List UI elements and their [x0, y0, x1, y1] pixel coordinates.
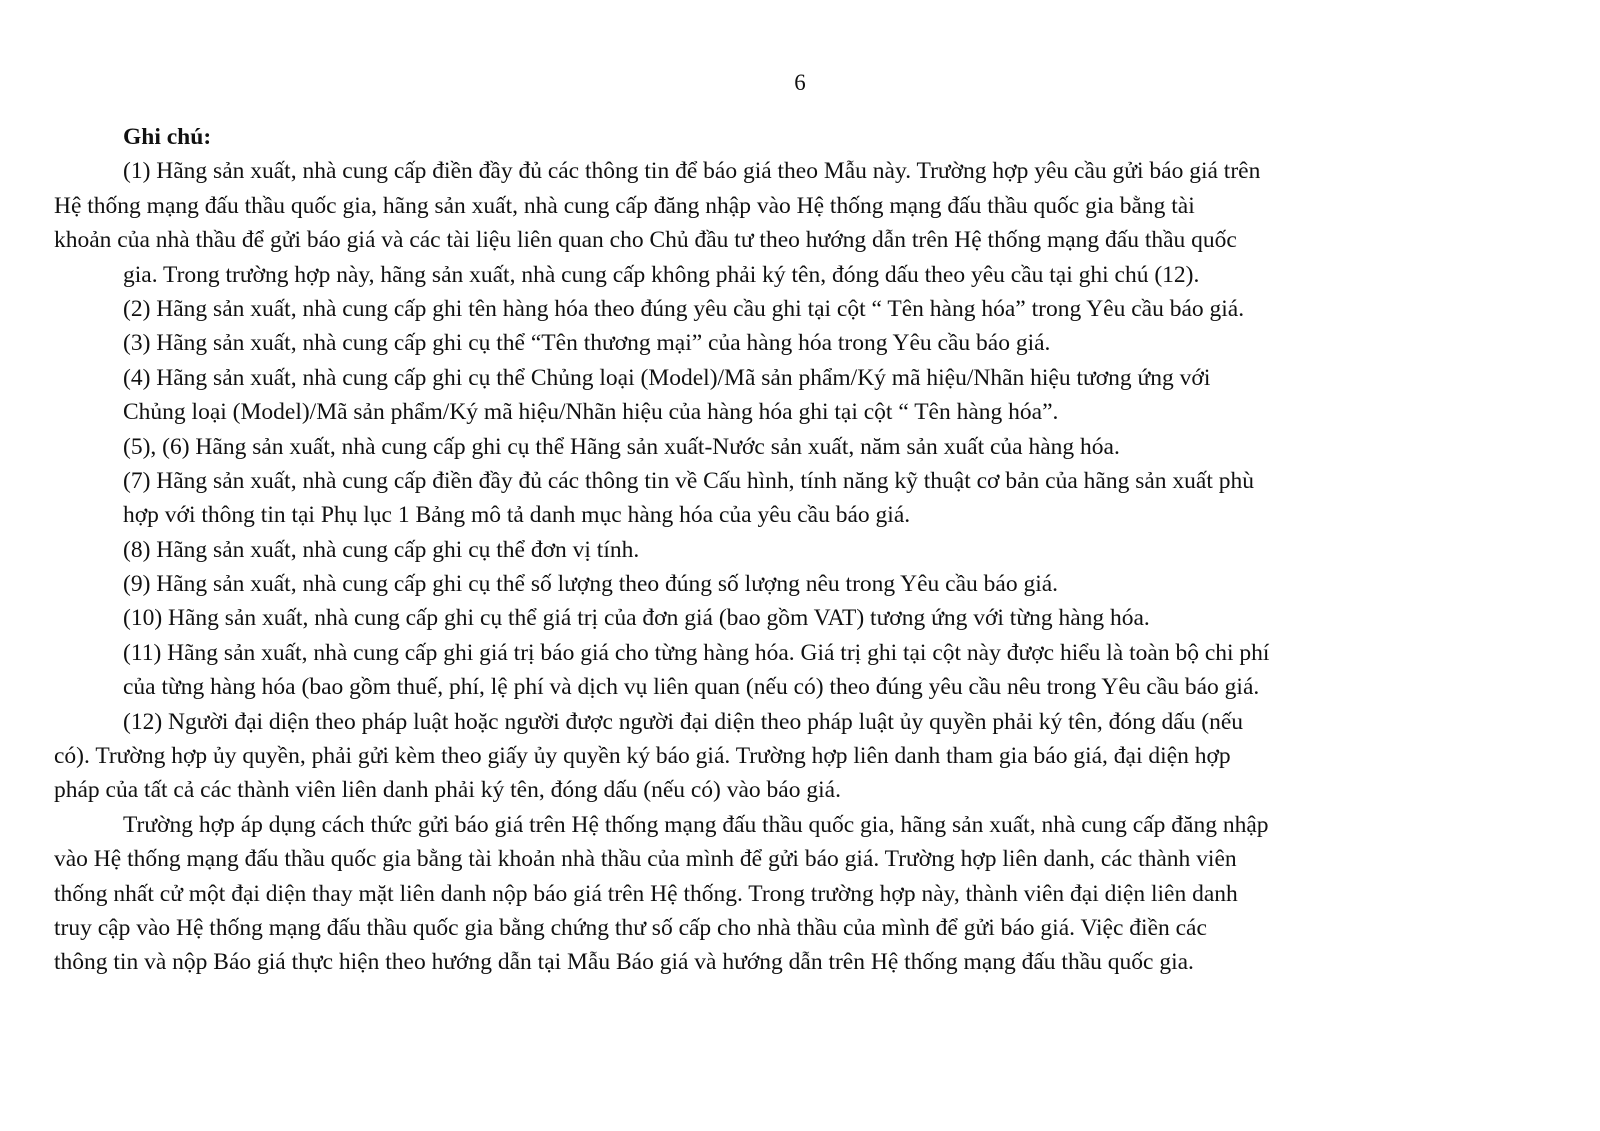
text-line: hợp với thông tin tại Phụ lục 1 Bảng mô tả danh mục hàng hóa của yêu cầu báo giá.	[123, 502, 911, 529]
text-line: (7) Hãng sản xuất, nhà cung cấp điền đầy đủ các thông tin về Cấu hình, tính năng kỹ thuật cơ bản của hãng sản xuất phù	[123, 467, 1254, 494]
text-line: có). Trường hợp ủy quyền, phải gửi kèm theo giấy ủy quyền ký báo giá. Trường hợp liên danh tham gia báo giá, đại diện hợp	[54, 743, 1231, 770]
text-line: (12) Người đại diện theo pháp luật hoặc người được người đại diện theo pháp luật ủy quyền phải ký tên, đóng dấu (nếu	[123, 708, 1244, 735]
notes-body	[54, 154, 1434, 979]
text-line: Chủng loại (Model)/Mã sản phẩm/Ký mã hiệu/Nhãn hiệu của hàng hóa ghi tại cột “ Tên hàng hóa”.	[123, 399, 1059, 426]
text-line: truy cập vào Hệ thống mạng đấu thầu quốc gia bằng chứng thư số cấp cho nhà thầu của mình để gửi báo giá. Việc điền các	[54, 914, 1207, 941]
text-line: vào Hệ thống mạng đấu thầu quốc gia bằng tài khoản nhà thầu của mình để gửi báo giá. Trường hợp liên danh, các thành viên	[54, 846, 1237, 873]
text-line: (3) Hãng sản xuất, nhà cung cấp ghi cụ thể “Tên thương mại” của hàng hóa trong Yêu cầu báo giá.	[123, 330, 1051, 357]
notes-heading: Ghi chú:	[123, 124, 212, 150]
text-line: của từng hàng hóa (bao gồm thuế, phí, lệ phí và dịch vụ liên quan (nếu có) theo đúng yêu cầu nêu trong Yêu cầu báo giá.	[123, 674, 1260, 701]
text-line: thống nhất cử một đại diện thay mặt liên danh nộp báo giá trên Hệ thống. Trong trường hợp này, thành viên đại diện liên danh	[54, 880, 1238, 907]
text-line: Hệ thống mạng đấu thầu quốc gia, hãng sản xuất, nhà cung cấp đăng nhập vào Hệ thống mạng đấu thầu quốc gia bằng tài	[54, 192, 1195, 219]
text-line: (1) Hãng sản xuất, nhà cung cấp điền đầy đủ các thông tin để báo giá theo Mẫu này. Trường hợp yêu cầu gửi báo giá trên	[123, 158, 1261, 185]
notes-section	[54, 120, 1434, 980]
text-line: thông tin và nộp Báo giá thực hiện theo hướng dẫn tại Mẫu Báo giá và hướng dẫn trên Hệ thống mạng đấu thầu quốc gia.	[54, 949, 1194, 976]
text-line: (5), (6) Hãng sản xuất, nhà cung cấp ghi cụ thể Hãng sản xuất-Nước sản xuất, năm sản xuất của hàng hóa.	[123, 433, 1120, 460]
text-line: pháp của tất cả các thành viên liên danh phải ký tên, đóng dấu (nếu có) vào báo giá.	[54, 777, 841, 804]
text-line: gia. Trong trường hợp này, hãng sản xuất, nhà cung cấp không phải ký tên, đóng dấu theo yêu cầu tại ghi chú (12).	[123, 261, 1200, 288]
text-line: (10) Hãng sản xuất, nhà cung cấp ghi cụ thể giá trị của đơn giá (bao gồm VAT) tương ứng với từng hàng hóa.	[123, 605, 1150, 632]
text-line: Trường hợp áp dụng cách thức gửi báo giá trên Hệ thống mạng đấu thầu quốc gia, hãng sản xuất, nhà cung cấp đăng nhập	[123, 811, 1269, 838]
text-line: (8) Hãng sản xuất, nhà cung cấp ghi cụ thể đơn vị tính.	[123, 536, 640, 563]
text-line: (11) Hãng sản xuất, nhà cung cấp ghi giá trị báo giá cho từng hàng hóa. Giá trị ghi tại cột này được hiểu là toàn bộ chi phí	[123, 639, 1270, 666]
text-line: (9) Hãng sản xuất, nhà cung cấp ghi cụ thể số lượng theo đúng số lượng nêu trong Yêu cầu báo giá.	[123, 571, 1059, 598]
text-line: (2) Hãng sản xuất, nhà cung cấp ghi tên hàng hóa theo đúng yêu cầu ghi tại cột “ Tên hàng hóa” trong Yêu cầu báo giá.	[123, 295, 1245, 322]
text-line: (4) Hãng sản xuất, nhà cung cấp ghi cụ thể Chủng loại (Model)/Mã sản phẩm/Ký mã hiệu/Nhãn hiệu tương ứng với	[123, 364, 1211, 391]
text-line: khoản của nhà thầu để gửi báo giá và các tài liệu liên quan cho Chủ đầu tư theo hướng dẫn trên Hệ thống mạng đấu thầu quốc	[54, 227, 1237, 254]
page-number: 6	[794, 70, 806, 95]
